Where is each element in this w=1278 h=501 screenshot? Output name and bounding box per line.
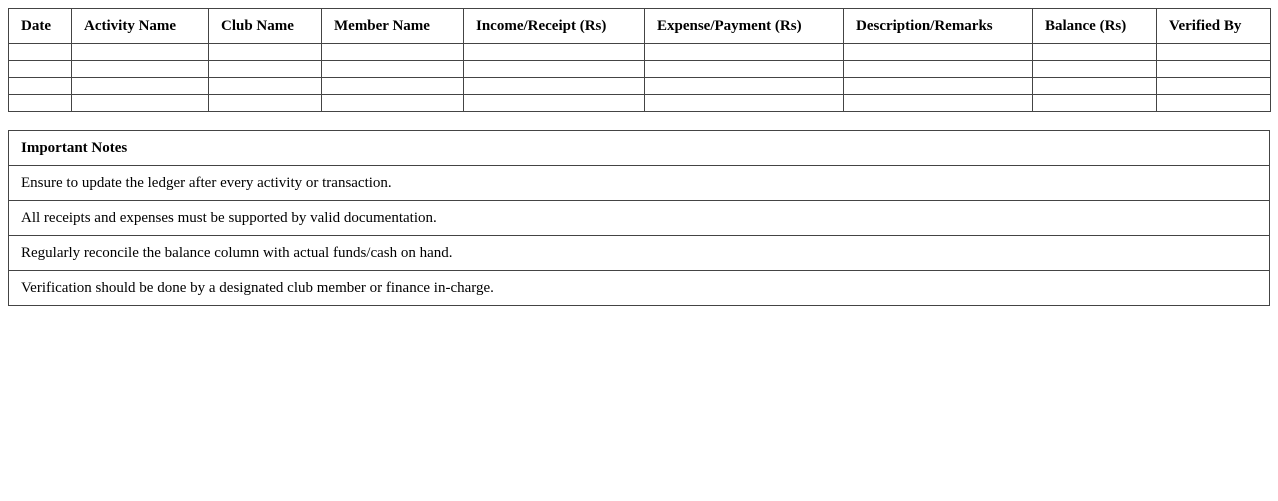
column-header-activity-name: Activity Name (72, 9, 209, 44)
ledger-table (8, 8, 1271, 112)
table-cell[interactable] (72, 44, 209, 61)
notes-header-row (9, 131, 1270, 166)
table-cell[interactable] (9, 44, 72, 61)
table-cell[interactable] (1157, 61, 1271, 78)
table-cell[interactable] (1033, 95, 1157, 112)
table-cell[interactable] (322, 95, 464, 112)
table-cell[interactable] (1033, 78, 1157, 95)
column-header-balance: Balance (Rs) (1033, 9, 1157, 44)
table-cell[interactable] (1157, 78, 1271, 95)
table-cell[interactable] (1157, 44, 1271, 61)
table-row (9, 44, 1271, 61)
note-item: Ensure to update the ledger after every activity or transaction. (9, 166, 1270, 201)
notes-title: Important Notes (9, 131, 1270, 166)
note-item: All receipts and expenses must be supported by valid documentation. (9, 201, 1270, 236)
table-cell[interactable] (645, 61, 844, 78)
ledger-header-row (9, 9, 1271, 44)
table-row (9, 78, 1271, 95)
table-cell[interactable] (72, 78, 209, 95)
table-cell[interactable] (9, 78, 72, 95)
table-cell[interactable] (72, 61, 209, 78)
table-cell[interactable] (322, 78, 464, 95)
table-cell[interactable] (645, 44, 844, 61)
column-header-date: Date (9, 9, 72, 44)
table-cell[interactable] (464, 61, 645, 78)
note-row (9, 166, 1270, 201)
table-cell[interactable] (209, 95, 322, 112)
table-cell[interactable] (464, 44, 645, 61)
table-cell[interactable] (322, 61, 464, 78)
column-header-income-receipt: Income/Receipt (Rs) (464, 9, 645, 44)
note-row (9, 236, 1270, 271)
table-cell[interactable] (9, 95, 72, 112)
table-cell[interactable] (1033, 61, 1157, 78)
note-row (9, 201, 1270, 236)
table-cell[interactable] (464, 95, 645, 112)
note-row (9, 271, 1270, 306)
column-header-verified-by: Verified By (1157, 9, 1271, 44)
table-cell[interactable] (844, 95, 1033, 112)
table-cell[interactable] (844, 78, 1033, 95)
note-item: Regularly reconcile the balance column with actual funds/cash on hand. (9, 236, 1270, 271)
table-cell[interactable] (844, 44, 1033, 61)
table-cell[interactable] (464, 78, 645, 95)
table-cell[interactable] (72, 95, 209, 112)
table-cell[interactable] (322, 44, 464, 61)
column-header-description-remarks: Description/Remarks (844, 9, 1033, 44)
table-cell[interactable] (645, 95, 844, 112)
table-row (9, 61, 1271, 78)
important-notes-table (8, 130, 1270, 306)
table-cell[interactable] (9, 61, 72, 78)
column-header-member-name: Member Name (322, 9, 464, 44)
table-cell[interactable] (1033, 44, 1157, 61)
table-cell[interactable] (844, 61, 1033, 78)
table-cell[interactable] (645, 78, 844, 95)
table-cell[interactable] (1157, 95, 1271, 112)
column-header-expense-payment: Expense/Payment (Rs) (645, 9, 844, 44)
table-row (9, 95, 1271, 112)
table-cell[interactable] (209, 78, 322, 95)
table-cell[interactable] (209, 44, 322, 61)
table-cell[interactable] (209, 61, 322, 78)
column-header-club-name: Club Name (209, 9, 322, 44)
note-item: Verification should be done by a designated club member or finance in-charge. (9, 271, 1270, 306)
